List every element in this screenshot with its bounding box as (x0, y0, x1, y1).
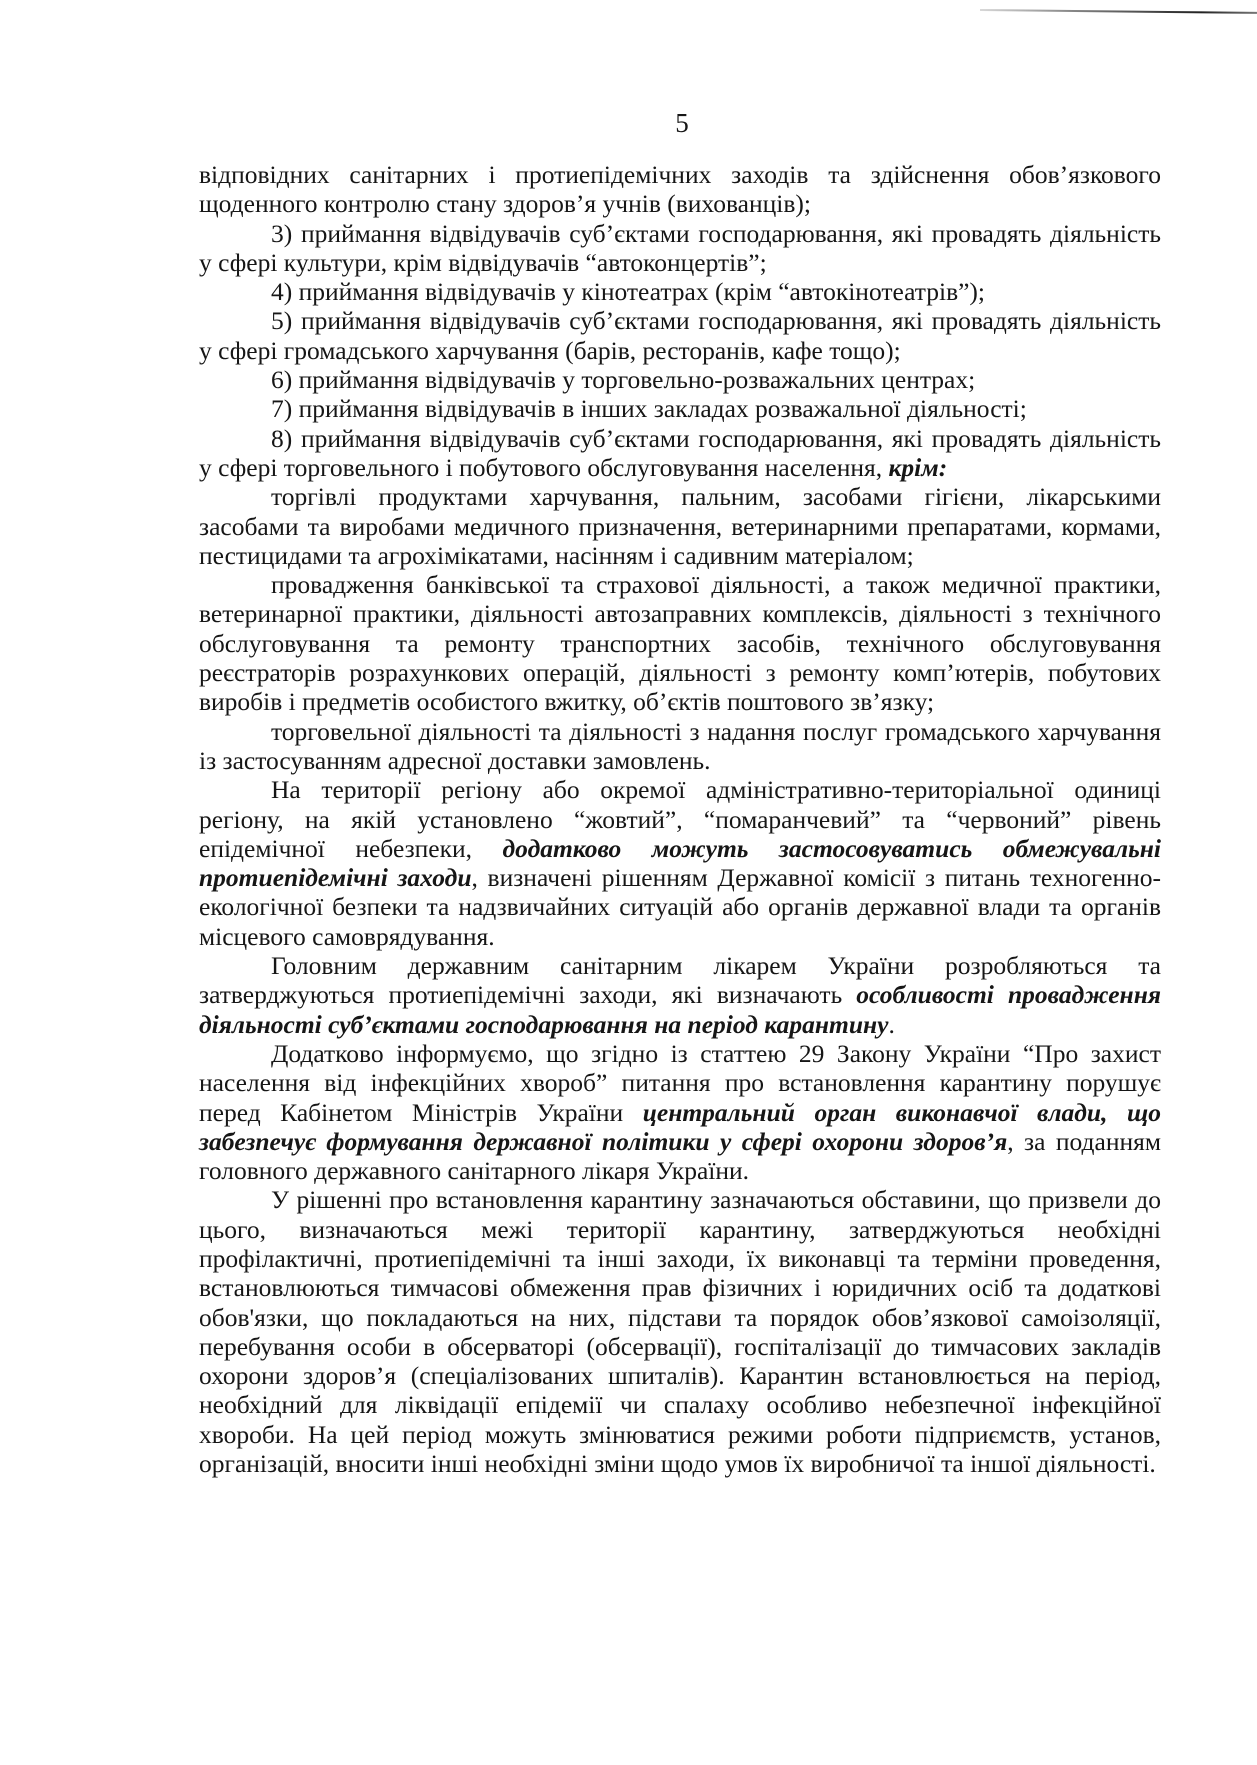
paragraph-law-article-29 (199, 1039, 1161, 1185)
paragraph-exception-services (199, 570, 1161, 716)
text-run: Головним державним санітарним лікарем України розробляються та затверджуються протиепідемічні заходи, які визначають (199, 951, 1161, 1010)
emphasis-run: особливості провадження діяльності суб’єктами господарювання на період карантину (199, 980, 1161, 1039)
text-run: . (888, 1009, 895, 1039)
emphasis-run: центральний орган виконавчої влади, що забезпечує формування державної політики у сфері охорони здоров’я (199, 1097, 1161, 1156)
paragraph-item-7 (199, 394, 1161, 423)
text-run: 8) приймання відвідувачів суб’єктами господарювання, які провадять діяльність у сфері торговельного і побутового обслуговування населення, (199, 423, 1161, 482)
text-run: 6) приймання відвідувачів у торговельно-розважальних центрах; (271, 365, 976, 395)
text-run: 4) приймання відвідувачів у кінотеатрах (крім “автокінотеатрів”); (271, 277, 986, 307)
paragraph-quarantine-decision (199, 1185, 1161, 1478)
paragraph-item-8 (199, 424, 1161, 483)
emphasis-run: крім: (888, 452, 948, 482)
paragraph-item-3 (199, 219, 1161, 278)
text-run: , за поданням головного державного санітарного лікаря України. (199, 1126, 1161, 1186)
text-run: У рішенні про встановлення карантину зазначаються обставини, що призвели до цього, визначаються межі території карантину, затверджуються необхідні профілактичні, протиепідемічні та інші заходи, їх виконавці та терміни проведення, встановлюються тимчасові обмеження прав фізичних і юридичних осіб та додаткові обов'язки, що покладаються на них, підстави та порядок обов’язкової самоізоляції, перебування особи в обсерваторі (обсервації), госпіталізації до тимчасових закладів охорони здоров’я (спеціалізованих шпиталів). Карантин встановлюється на період, необхідний для ліквідації епідемії чи спалаху особливо небезпечної інфекційної хвороби. На цей період можуть змінюватися режими роботи підприємств, установ, організацій, вносити інші необхідні зміни щодо умов їх виробничої та іншої діяльності. (199, 1185, 1161, 1479)
emphasis-run: додатково можуть застосовуватись обмежувальні протиепідемічні заходи (199, 833, 1161, 893)
paragraph-exception-delivery (199, 717, 1161, 776)
text-run: 5) приймання відвідувачів суб’єктами господарювання, які провадять діяльність у сфері громадського харчування (барів, ресторанів, кафе тощо); (199, 306, 1161, 365)
text-run: 7) приймання відвідувачів в інших закладах розважальної діяльності; (271, 394, 1027, 424)
text-run: Додатково інформуємо, що згідно із статтею 29 Закону України “Про захист населення від інфекційних хвороб” питання про встановлення карантину порушує перед Кабінетом Міністрів України (199, 1038, 1161, 1127)
text-run: 3) приймання відвідувачів суб’єктами господарювання, які провадять діяльність у сфері культури, крім відвідувачів “автоконцертів”; (199, 218, 1161, 277)
paragraph-chief-doctor (199, 951, 1161, 1039)
paragraph-region-measures (199, 775, 1161, 951)
text-run: торговельної діяльності та діяльності з надання послуг громадського харчування із застосуванням адресної доставки замовлень. (199, 716, 1161, 775)
text-run: торгівлі продуктами харчування, пальним, засобами гігієни, лікарськими засобами та виробами медичного призначення, ветеринарними препаратами, кормами, пестицидами та агрохімікатами, насінням і садивним матеріалом; (199, 482, 1161, 570)
paragraph-exception-trade (199, 482, 1161, 570)
page-number: 5 (675, 108, 689, 138)
paragraph-continuation (199, 160, 1161, 219)
text-run: провадження банківської та страхової діяльності, а також медичної практики, ветеринарної практики, діяльності автозаправних комплексів, діяльності з технічного обслуговування та ремонту транспортних засобів, технічного обслуговування реєстраторів розрахункових операцій, діяльності з ремонту комп’ютерів, побутових виробів і предметів особистого вжитку, об’єктів поштового зв’язку; (199, 570, 1161, 717)
paragraph-item-5 (199, 306, 1161, 365)
paragraph-item-6 (199, 365, 1161, 394)
text-run: , визначені рішенням Державної комісії з питань техногенно-екологічної безпеки та надзвичайних ситуацій або органів державної влади та органів місцевого самоврядування. (199, 863, 1161, 951)
text-run: На території регіону або окремої адміністративно-територіальної одиниці регіону, на якій установлено “жовтий”, “помаранчевий” та “червоний” рівень епідемічної небезпеки, (199, 775, 1161, 863)
paragraph-item-4 (199, 277, 1161, 306)
document-body (199, 160, 1161, 1478)
scan-edge-line (980, 9, 1257, 14)
text-run: відповідних санітарних і протиепідемічних заходів та здійснення обов’язкового щоденного контролю стану здоров’я учнів (вихованців); (199, 160, 1161, 219)
